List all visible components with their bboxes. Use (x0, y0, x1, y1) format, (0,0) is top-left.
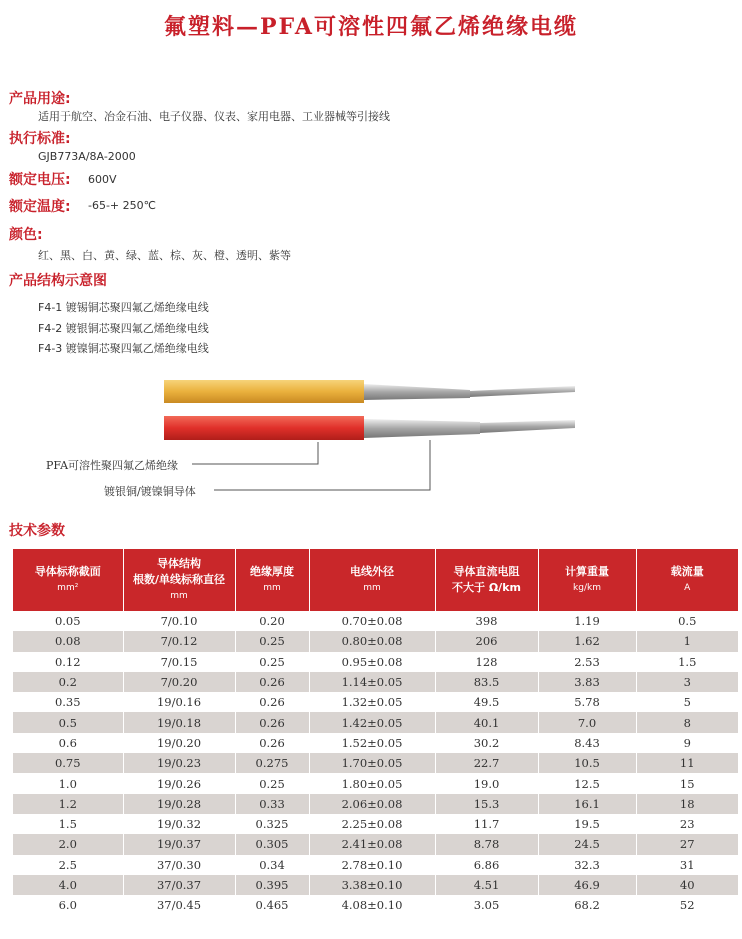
table-cell: 15.3 (435, 794, 538, 814)
table-cell: 8.78 (435, 834, 538, 854)
table-cell: 10.5 (538, 753, 636, 773)
params-heading: 技术参数 (9, 523, 65, 539)
table-cell: 4.0 (13, 875, 123, 895)
table-cell: 2.78±0.10 (309, 855, 435, 875)
page-title: 氟塑料—PFA可溶性四氟乙烯绝缘电缆 (164, 14, 578, 40)
table-cell: 0.08 (13, 631, 123, 651)
table-cell: 6.0 (13, 895, 123, 915)
table-cell: 3.83 (538, 672, 636, 692)
table-cell: 49.5 (435, 692, 538, 712)
table-cell: 4.51 (435, 875, 538, 895)
col-header: 载流量 A (636, 549, 738, 611)
table-cell: 3.05 (435, 895, 538, 915)
colors-text: 红、黑、白、黄、绿、蓝、棕、灰、橙、透明、紫等 (38, 249, 291, 262)
table-cell: 11 (636, 753, 738, 773)
table-cell: 7/0.20 (123, 672, 235, 692)
table-cell: 8 (636, 712, 738, 732)
table-cell: 1.32±0.05 (309, 692, 435, 712)
table-cell: 46.9 (538, 875, 636, 895)
colors-heading: 颜色: (9, 227, 43, 243)
table-cell: 30.2 (435, 733, 538, 753)
table-cell: 0.5 (636, 611, 738, 631)
temperature-value: -65-+ 250℃ (88, 199, 156, 212)
usage-text: 适用于航空、冶金石油、电子仪器、仪表、家用电器、工业器械等引接线 (38, 110, 390, 123)
table-cell: 1.42±0.05 (309, 712, 435, 732)
red-insulation (164, 416, 364, 440)
table-cell: 206 (435, 631, 538, 651)
table-cell: 12.5 (538, 773, 636, 793)
table-cell: 11.7 (435, 814, 538, 834)
table-cell: 0.33 (235, 794, 309, 814)
table-cell: 2.06±0.08 (309, 794, 435, 814)
table-cell: 16.1 (538, 794, 636, 814)
table-cell: 1.2 (13, 794, 123, 814)
table-cell: 19/0.20 (123, 733, 235, 753)
table-cell: 1.0 (13, 773, 123, 793)
table-header-row (13, 549, 738, 611)
table-cell: 1.5 (636, 652, 738, 672)
table-row (13, 834, 738, 854)
table-cell: 1.62 (538, 631, 636, 651)
table-cell: 0.20 (235, 611, 309, 631)
table-cell: 1.19 (538, 611, 636, 631)
table-cell: 0.05 (13, 611, 123, 631)
table-cell: 0.26 (235, 733, 309, 753)
params-table (13, 549, 738, 915)
table-cell: 32.3 (538, 855, 636, 875)
table-cell: 27 (636, 834, 738, 854)
table-cell: 19/0.18 (123, 712, 235, 732)
table-cell: 6.86 (435, 855, 538, 875)
table-cell: 0.25 (235, 631, 309, 651)
table-cell: 15 (636, 773, 738, 793)
table-cell: 0.75 (13, 753, 123, 773)
insulation-label: PFA可溶性聚四氟乙烯绝缘 (46, 459, 179, 472)
table-cell: 0.465 (235, 895, 309, 915)
table-cell: 52 (636, 895, 738, 915)
table-cell: 8.43 (538, 733, 636, 753)
table-cell: 398 (435, 611, 538, 631)
cable-diagram (0, 370, 742, 500)
table-cell: 19/0.32 (123, 814, 235, 834)
table-cell: 2.41±0.08 (309, 834, 435, 854)
table-cell: 7/0.12 (123, 631, 235, 651)
insulation-leader-line (192, 442, 318, 464)
table-cell: 37/0.37 (123, 875, 235, 895)
structure-item: F4-3 镀镍铜芯聚四氟乙烯绝缘电线 (38, 342, 209, 355)
usage-heading: 产品用途: (9, 91, 71, 107)
table-cell: 0.95±0.08 (309, 652, 435, 672)
col-header: 电线外径 mm (309, 549, 435, 611)
table-cell: 0.6 (13, 733, 123, 753)
table-cell: 0.5 (13, 712, 123, 732)
table-cell: 0.275 (235, 753, 309, 773)
table-cell: 7/0.10 (123, 611, 235, 631)
voltage-heading: 额定电压: (9, 172, 71, 188)
yellow-conductor-strands (364, 384, 470, 400)
structure-item: F4-1 镀锡铜芯聚四氟乙烯绝缘电线 (38, 301, 209, 314)
table-cell: 19/0.16 (123, 692, 235, 712)
table-row (13, 672, 738, 692)
table-row (13, 611, 738, 631)
table-row (13, 875, 738, 895)
table-cell: 19/0.37 (123, 834, 235, 854)
table-cell: 0.26 (235, 692, 309, 712)
temperature-heading: 额定温度: (9, 199, 71, 215)
table-cell: 7/0.15 (123, 652, 235, 672)
table-cell: 0.395 (235, 875, 309, 895)
table-cell: 19/0.28 (123, 794, 235, 814)
table-cell: 2.25±0.08 (309, 814, 435, 834)
standard-heading: 执行标准: (9, 131, 71, 147)
table-row (13, 631, 738, 651)
table-cell: 37/0.45 (123, 895, 235, 915)
table-cell: 3 (636, 672, 738, 692)
table-cell: 40.1 (435, 712, 538, 732)
table-cell: 5.78 (538, 692, 636, 712)
table-cell: 19.5 (538, 814, 636, 834)
table-cell: 2.5 (13, 855, 123, 875)
voltage-value: 600V (88, 173, 117, 186)
table-cell: 0.70±0.08 (309, 611, 435, 631)
red-conductor-tip (480, 420, 575, 433)
table-row (13, 692, 738, 712)
yellow-conductor-tip (470, 386, 575, 397)
table-cell: 1.14±0.05 (309, 672, 435, 692)
table-cell: 19.0 (435, 773, 538, 793)
yellow-cable (164, 380, 575, 403)
red-cable (164, 416, 575, 440)
table-cell: 18 (636, 794, 738, 814)
col-header: 导体直流电阻 不大于 Ω/km (435, 549, 538, 611)
table-cell: 1.5 (13, 814, 123, 834)
table-cell: 40 (636, 875, 738, 895)
table-cell: 0.325 (235, 814, 309, 834)
table-row (13, 814, 738, 834)
table-cell: 0.305 (235, 834, 309, 854)
table-row (13, 712, 738, 732)
table-cell: 9 (636, 733, 738, 753)
table-cell: 0.26 (235, 712, 309, 732)
table-cell: 1.52±0.05 (309, 733, 435, 753)
table-cell: 3.38±0.10 (309, 875, 435, 895)
col-header: 导体结构 根数/单线标称直径 mm (123, 549, 235, 611)
table-cell: 128 (435, 652, 538, 672)
table-cell: 0.34 (235, 855, 309, 875)
table-cell: 0.35 (13, 692, 123, 712)
table-cell: 37/0.30 (123, 855, 235, 875)
table-cell: 0.25 (235, 773, 309, 793)
table-cell: 83.5 (435, 672, 538, 692)
table-cell: 7.0 (538, 712, 636, 732)
table-row (13, 855, 738, 875)
table-cell: 19/0.23 (123, 753, 235, 773)
table-cell: 0.25 (235, 652, 309, 672)
table-cell: 0.80±0.08 (309, 631, 435, 651)
table-cell: 1.70±0.05 (309, 753, 435, 773)
table-cell: 1 (636, 631, 738, 651)
table-row (13, 773, 738, 793)
table-row (13, 733, 738, 753)
table-cell: 0.12 (13, 652, 123, 672)
table-cell: 1.80±0.05 (309, 773, 435, 793)
structure-item: F4-2 镀银铜芯聚四氟乙烯绝缘电线 (38, 322, 209, 335)
col-header: 计算重量 kg/km (538, 549, 636, 611)
table-cell: 0.26 (235, 672, 309, 692)
conductor-label: 镀银铜/镀镍铜导体 (104, 485, 196, 498)
table-cell: 4.08±0.10 (309, 895, 435, 915)
table-row (13, 794, 738, 814)
table-cell: 22.7 (435, 753, 538, 773)
table-cell: 2.53 (538, 652, 636, 672)
table-cell: 19/0.26 (123, 773, 235, 793)
table-cell: 0.2 (13, 672, 123, 692)
table-cell: 24.5 (538, 834, 636, 854)
table-cell: 31 (636, 855, 738, 875)
col-header: 导体标称截面 mm² (13, 549, 123, 611)
table-row (13, 652, 738, 672)
red-conductor-strands (364, 419, 480, 438)
table-cell: 5 (636, 692, 738, 712)
structure-heading: 产品结构示意图 (9, 273, 107, 289)
table-cell: 68.2 (538, 895, 636, 915)
table-row (13, 753, 738, 773)
conductor-leader-line (214, 440, 430, 490)
yellow-insulation (164, 380, 364, 403)
table-cell: 23 (636, 814, 738, 834)
col-header: 绝缘厚度 mm (235, 549, 309, 611)
table-row (13, 895, 738, 915)
standard-text: GJB773A/8A-2000 (38, 150, 136, 163)
table-cell: 2.0 (13, 834, 123, 854)
